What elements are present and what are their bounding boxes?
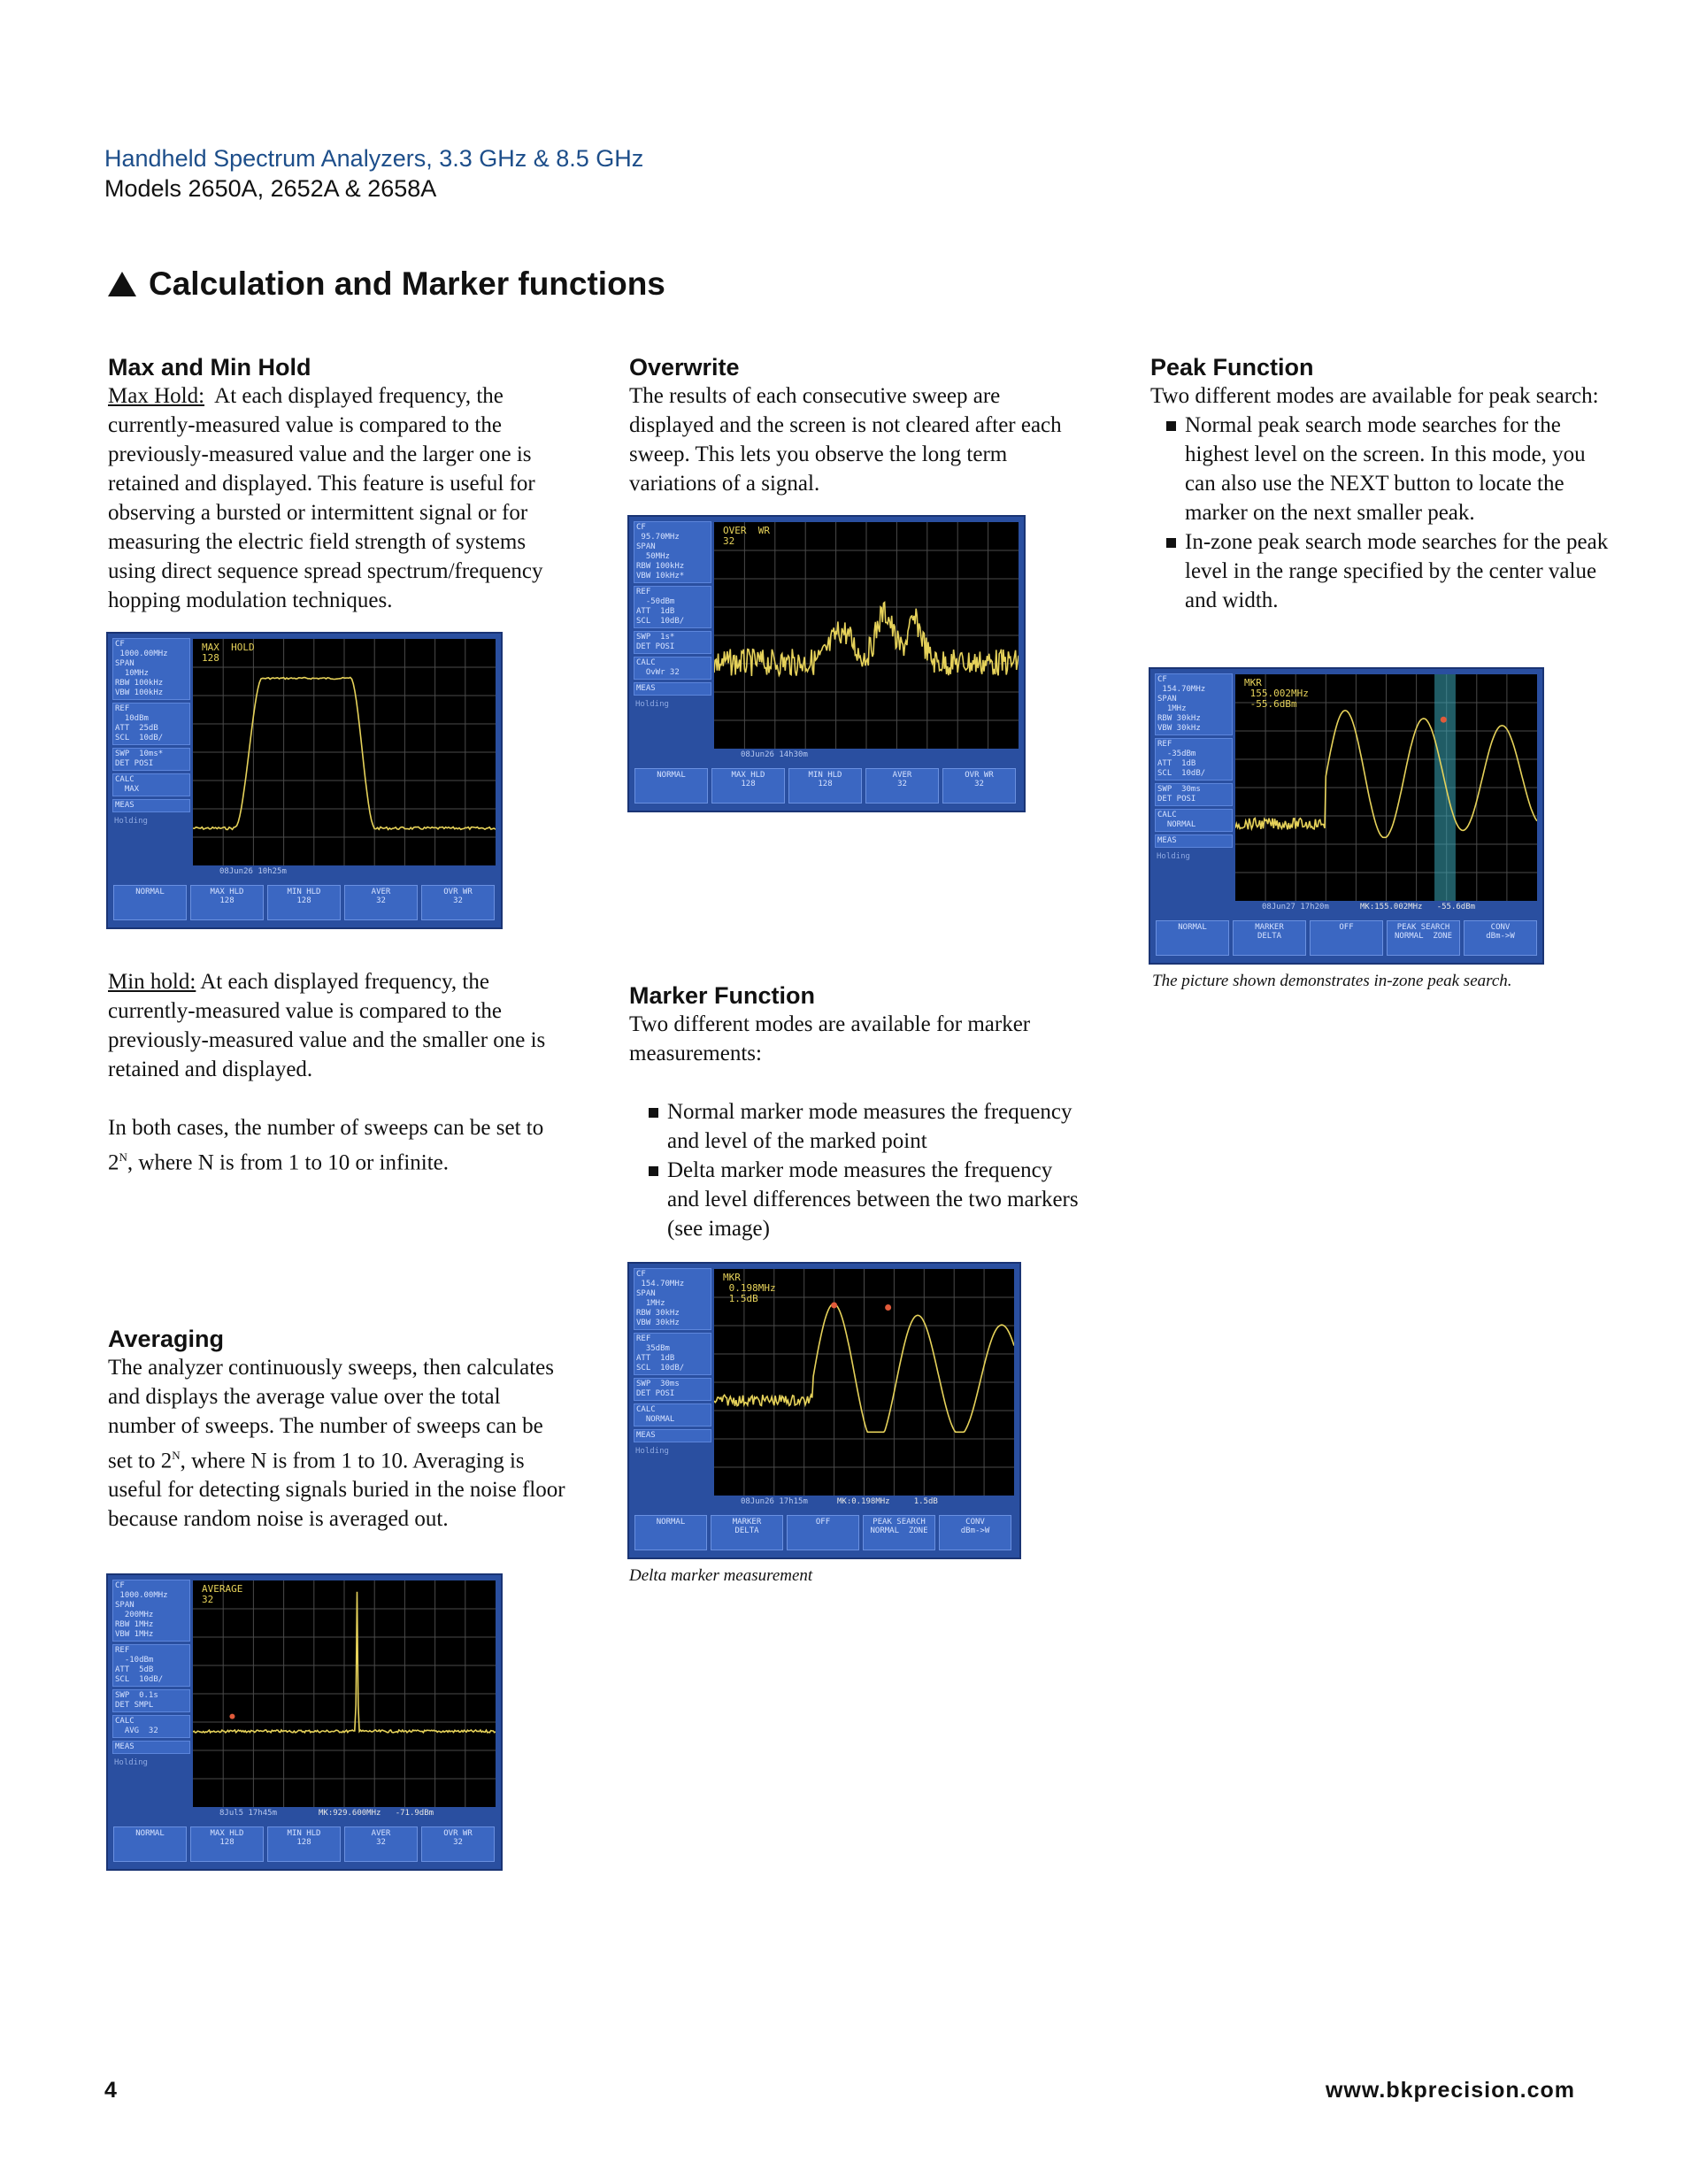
overwrite-softkey: NORMAL [634,768,708,804]
overwrite-text: The results of each consecutive sweep are displayed and the screen is not cleared after each sweep. This lets you observe the long term variations of a signal. [629,384,1062,496]
maxhold-softkey-row [113,885,495,920]
overwrite-holding-label: Holding [635,700,669,709]
marker-bullet-list [649,1097,1089,1243]
delta-side-block: REF 35dBm ATT 1dB SCL 10dB/ [634,1333,711,1375]
min-hold-label: Min hold: [108,970,196,994]
average-plot-area [193,1580,496,1807]
peak-softkey: CONV dBm->W [1464,920,1537,956]
delta-marker-point-2 [885,1304,891,1311]
delta-side-block: MEAS [634,1429,711,1442]
max-min-heading: Max and Min Hold [108,354,311,381]
both-cases-sup: N [119,1150,127,1164]
delta-marker-screenshot [627,1262,1021,1559]
averaging-paragraph [108,1353,568,1534]
max-min-hold-block [108,354,568,615]
maxhold-side-panel [112,638,190,828]
maxhold-softkey: NORMAL [113,885,187,920]
overwrite-block [629,354,1089,498]
delta-overlay-text: MKR 0.198MHz 1.5dB [723,1272,776,1304]
peak-zone-band [1434,674,1456,901]
overwrite-plot-svg [714,522,1019,749]
maxhold-side-block: REF 10dBm ATT 25dB SCL 10dB/ [112,703,190,745]
peak-intro: Two different modes are available for peak search: [1150,384,1599,408]
max-hold-text: At each displayed frequency, the currently-measured value is compared to the previously-measured value and the larger one is retained and displayed. This feature is useful for observing a bursted or intermittent signal or for measuring the electric field strength of systems using direct sequence spread spectrum/frequency hopping modulation techniques. [108,384,543,612]
delta-plot-area [714,1269,1014,1496]
max-hold-label: Max Hold: [108,384,205,408]
max-hold-screenshot [106,632,503,929]
section-heading [108,265,665,303]
min-hold-text: At each displayed frequency, the currently-measured value is compared to the previously-measured value and the smaller one is retained and displayed. [108,970,546,1081]
peak-side-block: REF -35dBm ATT 1dB SCL 10dB/ [1155,738,1233,781]
delta-softkey: MARKER DELTA [711,1515,783,1550]
average-overlay-text: AVERAGE 32 [202,1583,243,1605]
overwrite-softkey: AVER 32 [865,768,939,804]
average-side-block: CF 1000.00MHz SPAN 200MHz RBW 1MHz VBW 1MHz [112,1580,190,1642]
max-hold-paragraph [108,381,568,615]
overwrite-side-block: CF 95.70MHz SPAN 50MHz RBW 100kHz VBW 10kHz* [634,521,711,583]
marker-bullet-delta: Delta marker mode measures the frequency and level differences between the two markers (see image) [649,1156,1089,1243]
delta-softkey: CONV dBm->W [939,1515,1011,1550]
maxhold-plot-svg [193,639,496,865]
average-softkey: OVR WR 32 [421,1826,495,1862]
peak-heading: Peak Function [1150,354,1314,381]
maxhold-softkey: MAX HLD 128 [190,885,264,920]
overwrite-side-panel [634,521,711,711]
average-side-block: CALC AVG 32 [112,1715,190,1738]
both-cases-text-end: , where N is from 1 to 10 or infinite. [127,1150,450,1175]
overwrite-side-block: MEAS [634,682,711,696]
averaging-text-end: , where N is from 1 to 10. Averaging is useful for detecting signals buried in the noise floor because random noise is averaged out. [108,1449,565,1532]
averaging-sup: N [172,1449,181,1462]
delta-side-block: CALC NORMAL [634,1403,711,1427]
marker-heading: Marker Function [629,982,816,1009]
delta-holding-label: Holding [635,1447,669,1456]
marker-block [629,982,1089,1243]
average-timestamp: 8Jul5 17h45m [219,1809,278,1818]
delta-side-block: SWP 30ms DET POSI [634,1378,711,1401]
maxhold-softkey: MIN HLD 128 [267,885,341,920]
average-plot-svg [193,1580,496,1807]
average-softkey: MIN HLD 128 [267,1826,341,1862]
doc-series-title: Handheld Spectrum Analyzers, 3.3 GHz & 8.5 GHz [104,145,644,172]
peak-marker-readout: MK:155.002MHz -55.6dBm [1360,903,1476,911]
overwrite-softkey-row [634,768,1016,804]
peak-search-caption: The picture shown demonstrates in-zone peak search. [1152,972,1512,990]
delta-softkey: NORMAL [634,1515,707,1550]
peak-bullet-list [1166,411,1611,615]
maxhold-side-block: MEAS [112,799,190,812]
maxhold-softkey: AVER 32 [344,885,418,920]
delta-timestamp: 08Jun26 17h15m [741,1497,808,1506]
peak-bullet-normal: Normal peak search mode searches for the highest level on the screen. In this mode, you can also use the NEXT button to locate the marker on the next smaller peak. [1166,411,1611,527]
average-side-panel [112,1580,190,1770]
peak-plot-area [1235,674,1537,901]
overwrite-screenshot [627,515,1026,812]
peak-bullet-zone: In-zone peak search mode searches for the peak level in the range specified by the center value and width. [1166,527,1611,615]
peak-timestamp: 08Jun27 17h20m [1262,903,1329,911]
peak-softkey: PEAK SEARCH NORMAL ZONE [1387,920,1460,956]
averaging-heading: Averaging [108,1326,225,1352]
delta-softkey-row [634,1515,1011,1550]
delta-side-panel [634,1268,711,1458]
average-softkey: NORMAL [113,1826,187,1862]
average-softkey-row [113,1826,495,1862]
both-cases-paragraph [108,1113,568,1177]
peak-holding-label: Holding [1157,852,1190,861]
marker-intro: Two different modes are available for marker measurements: [629,1012,1031,1065]
average-softkey: AVER 32 [344,1826,418,1862]
peak-side-panel [1155,673,1233,864]
maxhold-plot-area [193,639,496,865]
peak-softkey: NORMAL [1156,920,1229,956]
peak-softkey: MARKER DELTA [1233,920,1306,956]
peak-marker-point [1441,717,1447,723]
overwrite-side-block: REF -50dBm ATT 1dB SCL 10dB/ [634,586,711,628]
peak-softkey-row [1156,920,1537,956]
peak-softkey: OFF [1310,920,1383,956]
maxhold-side-block: CALC MAX [112,773,190,796]
peak-overlay-text: MKR 155.002MHz -55.6dBm [1244,677,1309,710]
maxhold-timestamp: 08Jun26 10h25m [219,867,287,876]
delta-softkey: OFF [787,1515,859,1550]
marker-bullet-normal: Normal marker mode measures the frequency and level of the marked point [649,1097,1089,1156]
average-screenshot [106,1573,503,1871]
overwrite-overlay-text: OVER WR 32 [723,525,770,547]
min-hold-paragraph [108,967,568,1084]
averaging-block [108,1326,568,1534]
delta-marker-caption: Delta marker measurement [629,1566,813,1585]
overwrite-side-block: CALC OvWr 32 [634,657,711,680]
section-title: Calculation and Marker functions [149,265,665,302]
maxhold-softkey: OVR WR 32 [421,885,495,920]
overwrite-softkey: MAX HLD 128 [711,768,785,804]
overwrite-timestamp: 08Jun26 14h30m [741,750,808,759]
peak-block [1150,354,1611,615]
page-number: 4 [104,2078,117,2103]
average-side-block: REF -10dBm ATT 5dB SCL 10dB/ [112,1644,190,1687]
footer-url[interactable]: www.bkprecision.com [1325,2078,1575,2103]
overwrite-heading: Overwrite [629,354,740,381]
maxhold-overlay-text: MAX HOLD 128 [202,642,255,664]
delta-marker-readout: MK:0.198MHz 1.5dB [837,1497,938,1506]
average-side-block: SWP 0.1s DET SMPL [112,1689,190,1712]
delta-side-block: CF 154.70MHz SPAN 1MHz RBW 30kHz VBW 30kHz [634,1268,711,1330]
average-marker-readout: MK:929.600MHz -71.9dBm [319,1809,434,1818]
peak-side-block: CF 154.70MHz SPAN 1MHz RBW 30kHz VBW 30kHz [1155,673,1233,735]
both-cases-text: In both cases, the number of sweeps can be set to 2 [108,1116,544,1175]
peak-side-block: MEAS [1155,834,1233,848]
delta-softkey: PEAK SEARCH NORMAL ZONE [863,1515,935,1550]
maxhold-side-block: SWP 10ms* DET POSI [112,748,190,771]
average-side-block: MEAS [112,1741,190,1754]
overwrite-softkey: MIN HLD 128 [788,768,862,804]
overwrite-softkey: OVR WR 32 [942,768,1016,804]
peak-side-block: CALC NORMAL [1155,809,1233,832]
peak-search-screenshot [1149,667,1544,965]
maxhold-side-block: CF 1000.00MHz SPAN 10MHz RBW 100kHz VBW 100kHz [112,638,190,700]
min-hold-block [108,967,568,1177]
overwrite-side-block: SWP 1s* DET POSI [634,631,711,654]
delta-marker-point-1 [831,1302,837,1308]
overwrite-plot-area [714,522,1019,749]
doc-models: Models 2650A, 2652A & 2658A [104,175,437,202]
peak-side-block: SWP 30ms DET POSI [1155,783,1233,806]
averaging-text: The analyzer continuously sweeps, then calculates and displays the average value over the total number of sweeps. The number of sweeps can be set to 2 [108,1356,554,1473]
triangle-icon [108,272,136,296]
average-softkey: MAX HLD 128 [190,1826,264,1862]
average-marker-point [229,1714,234,1719]
average-holding-label: Holding [114,1758,148,1767]
maxhold-holding-label: Holding [114,817,148,826]
